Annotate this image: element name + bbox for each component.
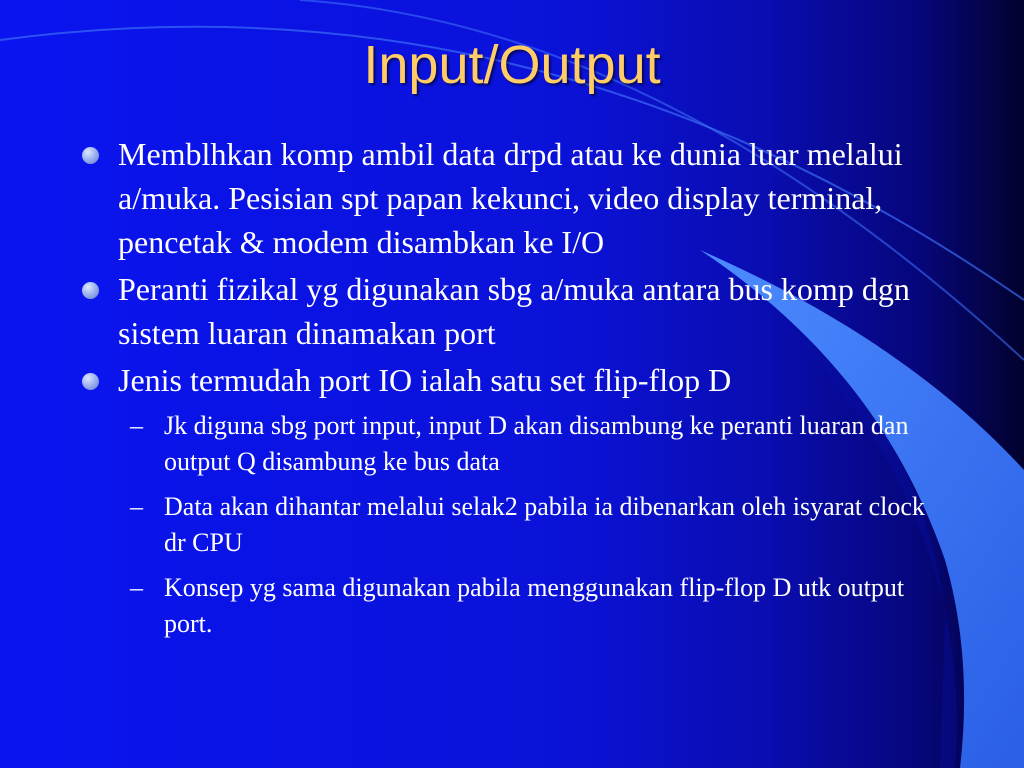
sub-bullet-item bbox=[118, 570, 930, 642]
sub-bullet-text: Konsep yg sama digunakan pabila menggunakan flip-flop D utk output port. bbox=[164, 573, 905, 638]
bullet-dot-icon bbox=[82, 373, 99, 390]
bullet-dot-icon bbox=[82, 147, 99, 164]
dash-marker: – bbox=[130, 573, 143, 602]
bullet-item bbox=[80, 267, 930, 355]
bullet-text: Jenis termudah port IO ialah satu set flip-flop D bbox=[118, 362, 732, 398]
sub-bullet-list bbox=[118, 408, 930, 642]
sub-bullet-text: Jk diguna sbg port input, input D akan disambung ke peranti luaran dan output Q disambung ke bus data bbox=[164, 411, 909, 476]
slide-content bbox=[80, 132, 930, 651]
bullet-text: Peranti fizikal yg digunakan sbg a/muka antara bus komp dgn sistem luaran dinamakan port bbox=[118, 271, 910, 351]
bullet-list bbox=[80, 132, 930, 642]
bullet-item bbox=[80, 358, 930, 642]
slide-title: Input/Output bbox=[363, 35, 661, 95]
bullet-item bbox=[80, 132, 930, 264]
bullet-dot-icon bbox=[82, 282, 99, 299]
sub-bullet-item bbox=[118, 408, 930, 480]
sub-bullet-text: Data akan dihantar melalui selak2 pabila ia dibenarkan oleh isyarat clock dr CPU bbox=[164, 492, 925, 557]
bullet-text: Memblhkan komp ambil data drpd atau ke dunia luar melalui a/muka. Pesisian spt papan kekunci, video display terminal, pencetak & modem disambkan ke I/O bbox=[118, 136, 903, 260]
dash-marker: – bbox=[130, 492, 143, 521]
sub-bullet-item bbox=[118, 489, 930, 561]
dash-marker: – bbox=[130, 411, 143, 440]
